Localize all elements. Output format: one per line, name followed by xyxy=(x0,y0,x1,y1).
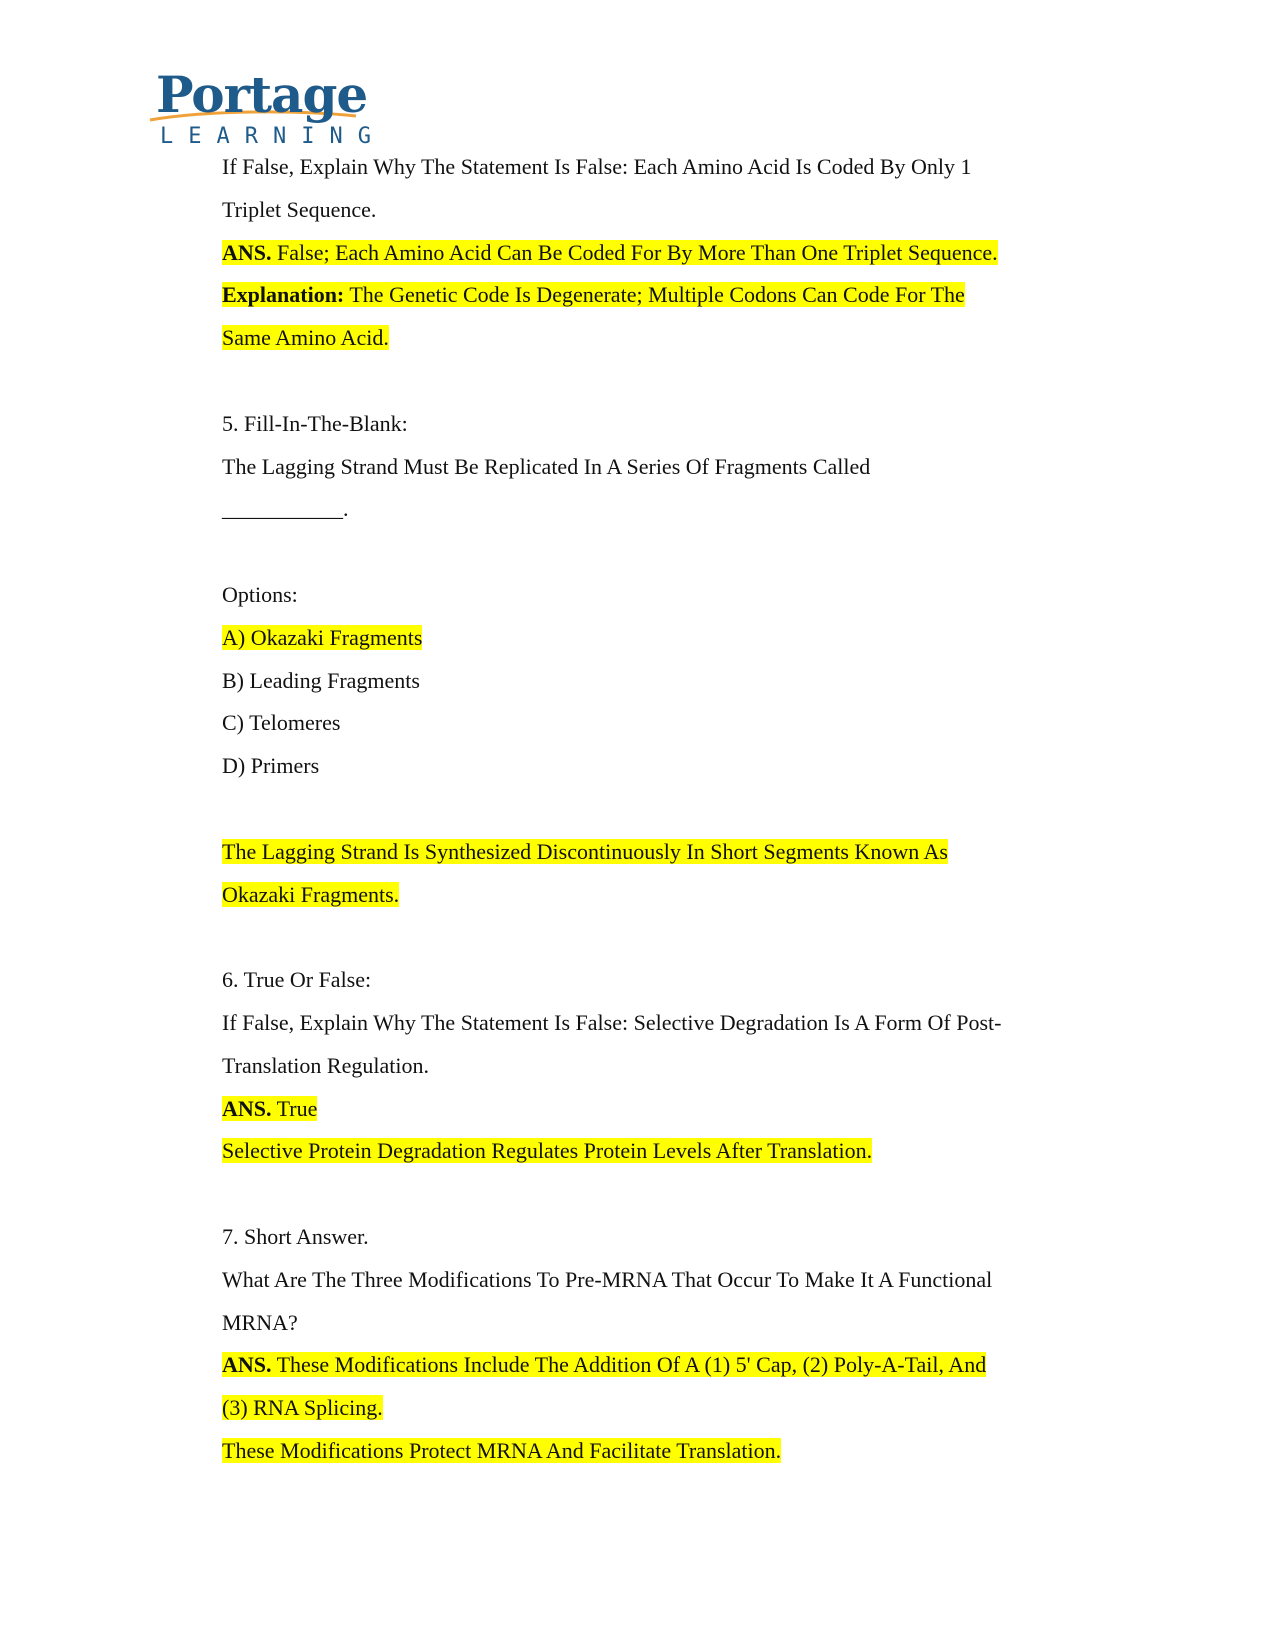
q4-explanation-line-1 xyxy=(222,274,1122,317)
question-7 xyxy=(222,1216,1122,1473)
q4-answer-label: ANS. xyxy=(222,239,272,265)
q5-option-c: C) Telomeres xyxy=(222,710,341,736)
q5-options-label: Options: xyxy=(222,581,298,607)
logo-subtitle: LEARNING xyxy=(160,124,386,149)
q5-option-d: D) Primers xyxy=(222,753,320,779)
q6-statement-line-2: Translation Regulation. xyxy=(222,1052,429,1078)
q4-answer xyxy=(222,232,1122,275)
q5-option-a xyxy=(222,617,1122,660)
q4-explanation-label: Explanation: xyxy=(222,282,345,308)
q7-statement-line-2: MRNA? xyxy=(222,1309,298,1335)
q7-statement-line-1: What Are The Three Modifications To Pre-MRNA That Occur To Make It A Functional xyxy=(222,1266,993,1292)
q6-answer xyxy=(222,1088,1122,1131)
q6-answer-text: True xyxy=(271,1095,318,1121)
q7-answer-line-2 xyxy=(222,1387,1122,1430)
q4-explanation-line-2 xyxy=(222,317,1122,360)
q6-statement-line-1: If False, Explain Why The Statement Is False: Selective Degradation Is A Form Of Post- xyxy=(222,1009,1002,1035)
q6-answer-label: ANS. xyxy=(222,1095,272,1121)
q5-answer-line-2 xyxy=(222,874,1122,917)
q5-option-b: B) Leading Fragments xyxy=(222,667,420,693)
q5-statement: The Lagging Strand Must Be Replicated In A Series Of Fragments Called xyxy=(222,453,871,479)
q7-explanation-text: These Modifications Protect MRNA And Facilitate Translation. xyxy=(222,1437,782,1463)
q6-explanation xyxy=(222,1130,1122,1173)
portage-learning-logo xyxy=(148,65,386,156)
q5-answer-line-1 xyxy=(222,831,1122,874)
q7-answer-text-1: These Modifications Include The Addition Of A (1) 5' Cap, (2) Poly-A-Tail, And xyxy=(271,1352,987,1378)
q5-answer-text-1: The Lagging Strand Is Synthesized Discontinuously In Short Segments Known As xyxy=(222,838,948,864)
q7-explanation xyxy=(222,1430,1122,1473)
logo-wordmark: Portage xyxy=(156,65,368,124)
question-6 xyxy=(222,959,1122,1173)
q6-title: 6. True Or False: xyxy=(222,967,372,993)
q7-title: 7. Short Answer. xyxy=(222,1223,369,1249)
q4-statement-line-2: Triplet Sequence. xyxy=(222,196,377,222)
q7-answer-label: ANS. xyxy=(222,1352,272,1378)
question-5 xyxy=(222,403,1122,917)
q5-answer-text-2: Okazaki Fragments. xyxy=(222,881,400,907)
q5-title: 5. Fill-In-The-Blank: xyxy=(222,410,408,436)
q4-explanation-text: The Genetic Code Is Degenerate; Multiple Codons Can Code For The xyxy=(344,282,965,308)
q5-option-a-text: A) Okazaki Fragments xyxy=(222,624,423,650)
q4-statement-line-1: If False, Explain Why The Statement Is False: Each Amino Acid Is Coded By Only 1 xyxy=(222,154,972,179)
q4-explanation-text-2: Same Amino Acid. xyxy=(222,325,389,351)
question-4 xyxy=(222,146,1122,360)
q4-answer-text: False; Each Amino Acid Can Be Coded For By More Than One Triplet Sequence. xyxy=(271,239,998,265)
q7-answer-text-2: (3) RNA Splicing. xyxy=(222,1395,383,1421)
q6-explanation-text: Selective Protein Degradation Regulates Protein Levels After Translation. xyxy=(222,1138,873,1164)
q7-answer-line-1 xyxy=(222,1344,1122,1387)
document-body xyxy=(222,146,1122,1473)
q5-blank: ___________. xyxy=(222,496,349,522)
